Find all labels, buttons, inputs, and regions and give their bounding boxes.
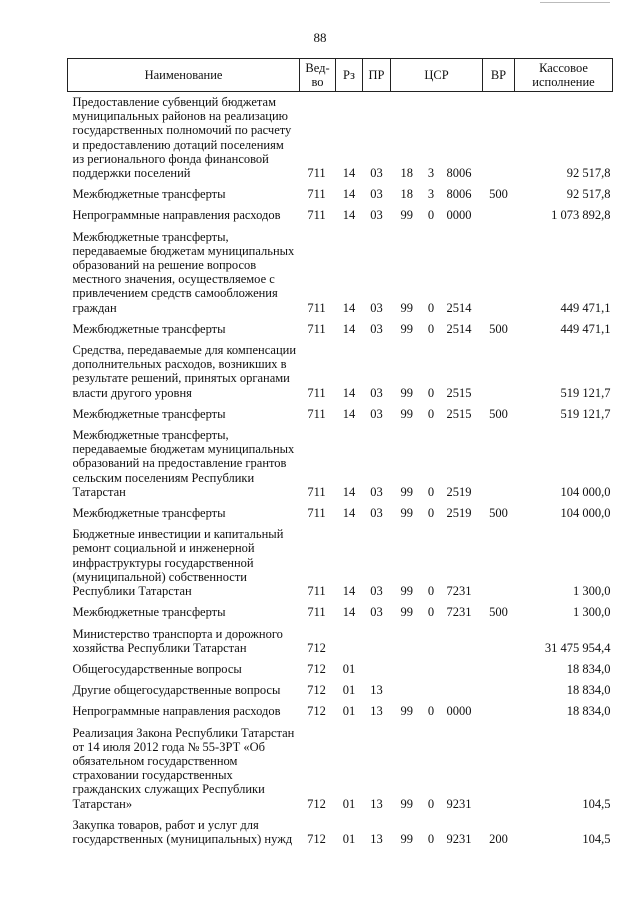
- row-rz: 14: [342, 187, 356, 202]
- row-csr-program: 18: [400, 187, 413, 202]
- table-row: [68, 701, 613, 722]
- row-pr: 13: [370, 831, 383, 846]
- row-amount: 1 300,0: [573, 584, 611, 599]
- row-amount: 104,5: [582, 796, 611, 811]
- budget-execution-table: [67, 58, 613, 850]
- row-csr-program: 99: [400, 484, 413, 499]
- row-rz: 14: [342, 166, 356, 181]
- row-amount: 104,5: [582, 831, 611, 846]
- row-amount: 519 121,7: [560, 385, 611, 400]
- header-ved: Вед- во: [300, 59, 336, 92]
- row-csr-subprogram: 0: [427, 605, 435, 620]
- row-rz: 14: [342, 385, 356, 400]
- row-csr-program: [391, 680, 422, 701]
- row-csr-subprogram: 3: [427, 187, 435, 202]
- row-pr: [363, 659, 391, 680]
- table-row: [68, 340, 613, 404]
- row-ved: 712: [307, 640, 326, 655]
- table-header: [68, 59, 613, 92]
- row-name: Бюджетные инвестиции и капитальный ремонт социальной и инженерной инфраструктуры государственной (муниципальной) собственности Республики Татарстан: [72, 527, 284, 599]
- row-csr-program: 18: [400, 166, 413, 181]
- row-csr-subprogram: 0: [427, 484, 435, 499]
- row-name: Межбюджетные трансферты: [72, 506, 226, 521]
- row-rz: [336, 624, 363, 659]
- row-amount: 519 121,7: [560, 406, 611, 421]
- row-pr: 13: [370, 683, 383, 698]
- row-pr: 03: [370, 166, 383, 181]
- row-amount: 104 000,0: [560, 506, 611, 521]
- row-rz: 01: [342, 683, 356, 698]
- table-row: [68, 319, 613, 340]
- row-pr: 03: [370, 321, 383, 336]
- row-csr-direction: 9231: [446, 831, 472, 846]
- row-ved: 712: [307, 831, 326, 846]
- row-name: Другие общегосударственные вопросы: [72, 683, 281, 698]
- header-rz: Рз: [336, 59, 363, 92]
- row-csr-direction: 9231: [446, 796, 472, 811]
- row-csr-subprogram: 0: [427, 406, 435, 421]
- row-vr: [483, 701, 515, 722]
- row-ved: 711: [307, 166, 326, 181]
- row-ved: 711: [307, 605, 326, 620]
- row-csr-direction: 2514: [446, 321, 472, 336]
- row-vr: 500: [489, 187, 508, 202]
- row-vr: 200: [489, 831, 508, 846]
- row-ved: 712: [307, 704, 326, 719]
- table-row: [68, 205, 613, 226]
- row-csr-program: 99: [400, 208, 413, 223]
- row-amount: 449 471,1: [560, 321, 611, 336]
- row-rz: 01: [342, 661, 356, 676]
- row-vr: [483, 723, 515, 815]
- row-rz: 01: [342, 704, 356, 719]
- row-name: Средства, передаваемые для компенсации дополнительных расходов, возникших в результате решений, принятых органами власти другого уровня: [72, 343, 297, 400]
- row-ved: 711: [307, 584, 326, 599]
- row-csr-program: 99: [400, 796, 413, 811]
- row-csr-direction: 2515: [446, 385, 472, 400]
- row-csr-program: 99: [400, 321, 413, 336]
- row-vr: 500: [489, 605, 508, 620]
- row-pr: 03: [370, 605, 383, 620]
- row-csr-program: 99: [400, 506, 413, 521]
- row-ved: 712: [307, 683, 326, 698]
- row-vr: [483, 624, 515, 659]
- table-row: [68, 425, 613, 503]
- row-amount: 1 300,0: [573, 605, 611, 620]
- table-row: [68, 227, 613, 319]
- row-csr-direction: 2514: [446, 300, 472, 315]
- row-name: Общегосударственные вопросы: [72, 661, 242, 676]
- row-pr: 03: [370, 385, 383, 400]
- row-amount: 92 517,8: [566, 166, 611, 181]
- row-name: Межбюджетные трансферты: [72, 321, 226, 336]
- row-pr: [363, 624, 391, 659]
- table-row: [68, 524, 613, 602]
- table-row: [68, 624, 613, 659]
- row-csr-direction: 2519: [446, 506, 472, 521]
- row-csr-subprogram: 0: [427, 831, 435, 846]
- row-name: Межбюджетные трансферты, передаваемые бюджетам муниципальных образований на предоставление грантов сельским поселениям Республики Татарстан: [72, 428, 295, 499]
- row-vr: [483, 340, 515, 404]
- scan-artifact-line: [540, 2, 610, 3]
- row-pr: 03: [370, 300, 383, 315]
- header-name: Наименование: [68, 59, 300, 92]
- row-vr: [483, 205, 515, 226]
- row-csr-subprogram: 0: [427, 704, 435, 719]
- table-row: [68, 404, 613, 425]
- row-ved: 712: [307, 661, 326, 676]
- table-row: [68, 92, 613, 185]
- row-rz: 01: [342, 831, 356, 846]
- header-csr: ЦСР: [391, 59, 483, 92]
- row-ved: 711: [307, 406, 326, 421]
- row-name: Министерство транспорта и дорожного хозяйства Республики Татарстан: [72, 626, 283, 655]
- row-name: Межбюджетные трансферты, передаваемые бюджетам муниципальных образований на решение вопросов местного значения, осуществляемое с привлечением средств самообложения граждан: [72, 229, 295, 315]
- row-csr-direction: 2519: [446, 484, 472, 499]
- row-pr: 03: [370, 406, 383, 421]
- row-pr: 03: [370, 187, 383, 202]
- row-vr: [483, 92, 515, 185]
- table-row: [68, 680, 613, 701]
- row-csr-direction: [441, 680, 483, 701]
- row-name: Межбюджетные трансферты: [72, 605, 226, 620]
- table-row: [68, 815, 613, 850]
- row-rz: 01: [342, 796, 356, 811]
- row-rz: 14: [342, 605, 356, 620]
- row-csr-direction: [441, 624, 483, 659]
- row-amount: 18 834,0: [566, 704, 611, 719]
- row-rz: 14: [342, 584, 356, 599]
- row-ved: 711: [307, 506, 326, 521]
- row-vr: [483, 680, 515, 701]
- row-csr-direction: 8006: [446, 187, 472, 202]
- row-amount: 31 475 954,4: [544, 640, 611, 655]
- row-vr: 500: [489, 506, 508, 521]
- row-pr: 03: [370, 584, 383, 599]
- row-csr-program: 99: [400, 584, 413, 599]
- table-row: [68, 184, 613, 205]
- row-ved: 712: [307, 796, 326, 811]
- row-rz: 14: [342, 208, 356, 223]
- row-csr-program: 99: [400, 300, 413, 315]
- row-csr-direction: 0000: [446, 208, 472, 223]
- row-rz: 14: [342, 484, 356, 499]
- row-csr-subprogram: 0: [427, 385, 435, 400]
- row-csr-program: 99: [400, 704, 413, 719]
- row-name: Непрограммные направления расходов: [72, 208, 281, 223]
- row-rz: 14: [342, 300, 356, 315]
- row-ved: 711: [307, 187, 326, 202]
- row-csr-subprogram: 0: [427, 506, 435, 521]
- row-pr: 03: [370, 506, 383, 521]
- row-name: Межбюджетные трансферты: [72, 187, 226, 202]
- row-rz: 14: [342, 506, 356, 521]
- row-pr: 13: [370, 704, 383, 719]
- row-pr: 03: [370, 208, 383, 223]
- table-row: [68, 602, 613, 623]
- table-row: [68, 503, 613, 524]
- header-vr: ВР: [483, 59, 515, 92]
- row-csr-subprogram: [422, 624, 441, 659]
- row-vr: [483, 659, 515, 680]
- row-amount: 1 073 892,8: [551, 208, 611, 223]
- row-pr: 13: [370, 796, 383, 811]
- table-row: [68, 659, 613, 680]
- row-amount: 104 000,0: [560, 484, 611, 499]
- row-csr-subprogram: 0: [427, 584, 435, 599]
- row-amount: 18 834,0: [566, 683, 611, 698]
- row-csr-subprogram: [422, 680, 441, 701]
- row-csr-program: 99: [400, 605, 413, 620]
- row-csr-direction: [441, 659, 483, 680]
- row-name: Непрограммные направления расходов: [72, 704, 281, 719]
- header-amount: Кассовое исполнение: [515, 59, 613, 92]
- row-vr: 500: [489, 406, 508, 421]
- row-csr-program: 99: [400, 831, 413, 846]
- row-ved: 711: [307, 385, 326, 400]
- row-rz: 14: [342, 321, 356, 336]
- row-name: Межбюджетные трансферты: [72, 406, 226, 421]
- row-csr-direction: 0000: [446, 704, 472, 719]
- header-pr: ПР: [363, 59, 391, 92]
- row-csr-program: 99: [400, 406, 413, 421]
- row-ved: 711: [307, 300, 326, 315]
- row-name: Реализация Закона Республики Татарстан от 14 июля 2012 года № 55-ЗРТ «Об обязательном государственном страховании государственных гражданских служащих Республики Татарстан»: [72, 725, 295, 811]
- row-csr-direction: 7231: [446, 605, 472, 620]
- row-ved: 711: [307, 208, 326, 223]
- table-body: [68, 92, 613, 851]
- table-row: [68, 723, 613, 815]
- row-csr-subprogram: 0: [427, 321, 435, 336]
- row-amount: 18 834,0: [566, 661, 611, 676]
- row-csr-program: 99: [400, 385, 413, 400]
- row-csr-direction: 7231: [446, 584, 472, 599]
- row-csr-subprogram: 0: [427, 208, 435, 223]
- row-vr: 500: [489, 321, 508, 336]
- row-vr: [483, 524, 515, 602]
- row-csr-subprogram: [422, 659, 441, 680]
- page-number: 88: [313, 30, 327, 45]
- row-csr-program: [391, 624, 422, 659]
- row-name: Закупка товаров, работ и услуг для государственных (муниципальных) нужд: [72, 817, 293, 846]
- row-vr: [483, 425, 515, 503]
- row-name: Предоставление субвенций бюджетам муниципальных районов на реализацию государственных полномочий по расчету и предоставлению дотаций поселениям из регионального фонда финансовой поддержки поселений: [72, 95, 292, 181]
- row-rz: 14: [342, 406, 356, 421]
- row-csr-subprogram: 3: [427, 166, 435, 181]
- row-csr-program: [391, 659, 422, 680]
- row-ved: 711: [307, 484, 326, 499]
- row-amount: 449 471,1: [560, 300, 611, 315]
- row-csr-direction: 8006: [446, 166, 472, 181]
- row-amount: 92 517,8: [566, 187, 611, 202]
- row-vr: [483, 227, 515, 319]
- row-csr-subprogram: 0: [427, 796, 435, 811]
- row-pr: 03: [370, 484, 383, 499]
- row-ved: 711: [307, 321, 326, 336]
- row-csr-subprogram: 0: [427, 300, 435, 315]
- row-csr-direction: 2515: [446, 406, 472, 421]
